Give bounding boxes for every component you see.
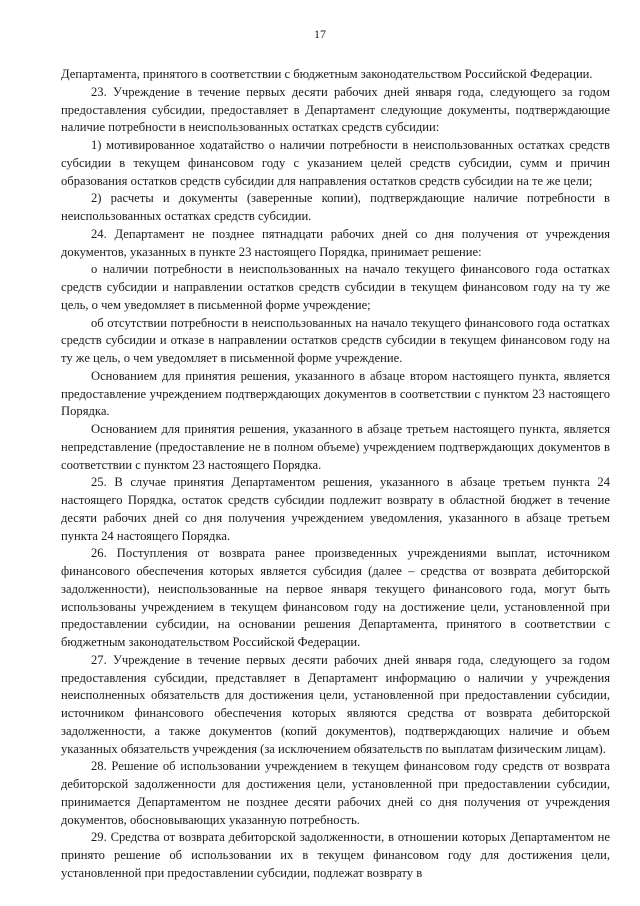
paragraph-item-24: 24. Департамент не позднее пятнадцати рабочих дней со дня получения от учреждения документов, указанных в пункте 23 настоящего Порядка, принимает решение: bbox=[61, 226, 610, 259]
paragraph-item-23-1: 1) мотивированное ходатайство о наличии потребности в неиспользованных остатках средств субсидии в текущем финансовом году с указанием целей средств субсидии, сумм и причин образования остатков средств субсидии для направления остатков средств субсидии на те же цели; bbox=[61, 138, 610, 188]
paragraph-item-24-basis-second: Основанием для принятия решения, указанного в абзаце втором настоящего пункта, является предоставление учреждением подтверждающих документов в соответствии с пунктом 23 настоящего Порядка. bbox=[61, 368, 610, 419]
paragraph-item-24-basis-third: Основанием для принятия решения, указанного в абзаце третьем настоящего пункта, является непредставление (предоставление не в полном объеме) учреждением подтверждающих документов в соответствии с пунктом 23 настоящего Порядка. bbox=[61, 422, 610, 472]
paragraph-item-28: 28. Решение об использовании учреждением в текущем финансовом году средств от возврата дебиторской задолженности для достижения цели, установленной при предоставлении субсидии, принимается Департаментом не позднее десяти рабочих дней со дня получения от учреждения документов, обосновывающих указанную потребность. bbox=[61, 759, 610, 827]
paragraph-continuation: Департамента, принятого в соответствии с бюджетным законодательством Российской Федерации. bbox=[61, 67, 593, 81]
paragraph-item-24-decision-no: об отсутствии потребности в неиспользованных на начало текущего финансового года остатках средств субсидии и отказе в направлении остатков средств субсидии в текущем финансовом году на ту же цель, о чем уведомляет в письменной форме учреждение. bbox=[61, 315, 610, 365]
page-number: 17 bbox=[314, 27, 326, 41]
paragraph-item-26: 26. Поступления от возврата ранее произведенных учреждениями выплат, источником финансового обеспечения которых является субсидия (далее – средства от возврата дебиторской задолженности), неиспользованные на первое января текущего финансового года, могут быть использованы учреждением в текущем финансовом году на достижение цели, установленной при предоставлении субсидии, на основании решения Департамента, принятого в соответствии с бюджетным законодательством Российской Федерации. bbox=[61, 546, 610, 649]
paragraph-item-24-decision-yes: о наличии потребности в неиспользованных на начало текущего финансового года остатках средств субсидии и направлении остатков средств субсидии в текущем финансовом году на ту же цель, о чем уведомляет в письменной форме учреждение; bbox=[61, 262, 610, 312]
paragraph-item-23: 23. Учреждение в течение первых десяти рабочих дней января года, следующего за годом предоставления субсидии, предоставляет в Департамент следующие документы, подтверждающие наличие потребности в неиспользованных остатках средств субсидии: bbox=[61, 84, 610, 135]
paragraph-item-23-2: 2) расчеты и документы (заверенные копии), подтверждающие наличие потребности в неиспользованных остатках средств субсидии. bbox=[61, 191, 610, 223]
paragraph-item-25: 25. В случае принятия Департаментом решения, указанного в абзаце третьем пункта 24 настоящего Порядка, остаток средств субсидии подлежит возврату в областной бюджет в течение десяти рабочих дней со дня получения учреждением уведомления, указанного в абзаце третьем пункта 24 настоящего Порядка. bbox=[61, 475, 610, 543]
document-body bbox=[61, 66, 610, 883]
paragraph-item-29: 29. Средства от возврата дебиторской задолженности, в отношении которых Департаментом не принято решение об использовании их в текущем финансовом году для достижения цели, установленной при предоставлении субсидии, подлежат возврату в bbox=[61, 830, 610, 880]
paragraph-item-27: 27. Учреждение в течение первых десяти рабочих дней января года, следующего за годом предоставления субсидии, представляет в Департамент информацию о наличии у учреждения неисполненных обязательств для достижения цели, установленной при предоставлении субсидии, источником финансового обеспечения которых являются средства от возврата дебиторской задолженности, а также документов (копий документов), подтверждающих наличие и объем указанных обязательств учреждения (за исключением обязательств по выплатам физическим лицам). bbox=[61, 652, 610, 756]
